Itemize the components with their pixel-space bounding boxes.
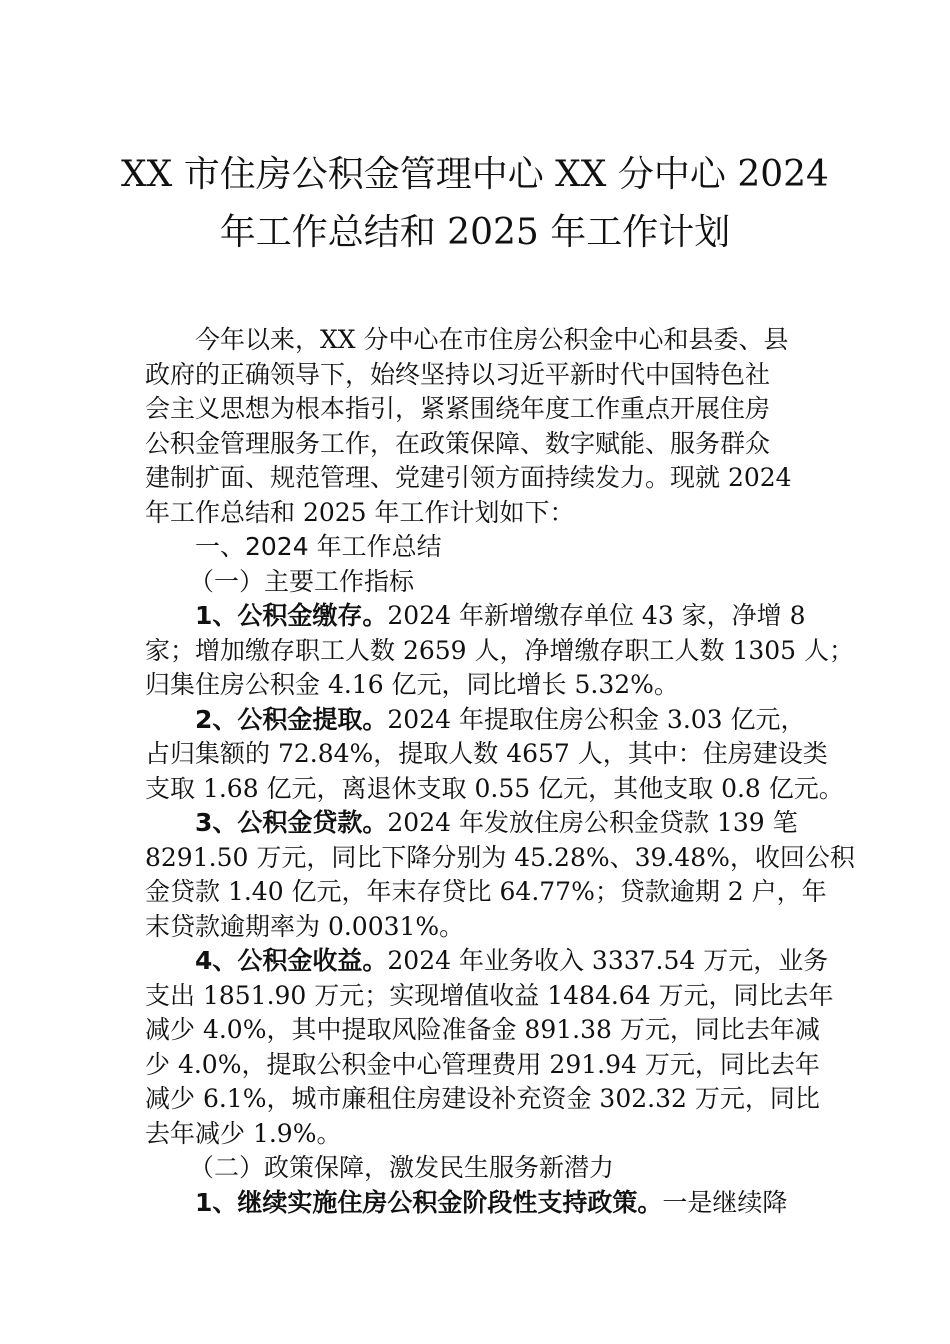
document-title	[120, 146, 830, 262]
item-text: 一是继续降	[662, 1187, 788, 1217]
text-line	[145, 1186, 809, 1221]
item-label: 1、继续实施住房公积金阶段性支持政策。	[195, 1187, 663, 1217]
section-heading-text: 一、2024 年工作总结	[195, 532, 442, 561]
item-label: 2、公积金提取。	[195, 704, 388, 734]
text-line: 会主义思想为根本指引，紧紧围绕年度工作重点开展住房	[145, 394, 771, 423]
text-line	[145, 703, 809, 738]
text-line: 家；增加缴存职工人数 2659 人，净增缴存职工人数 1305 人；	[145, 635, 855, 665]
text-line: 建制扩面、规范管理、党建引领方面持续发力。现就 2024	[145, 463, 792, 492]
text-line: 公积金管理服务工作，在政策保障、数字赋能、服务群众	[145, 428, 771, 458]
text-line: 8291.50 万元，同比下降分别为 45.28%、39.48%，收回公积	[145, 842, 855, 872]
text-line: 金贷款 1.40 亿元，年末存贷比 64.77%；贷款逾期 2 户，年	[145, 877, 827, 906]
subsection-heading-text: （一）主要工作指标	[189, 566, 415, 596]
item-paragraph-deposit	[145, 599, 855, 703]
item-label: 4、公积金收益。	[195, 946, 388, 975]
item-label: 3、公积金贷款。	[195, 808, 388, 837]
subsection-heading-text: （二）政策保障，激发民生服务新潜力	[189, 1153, 615, 1182]
text-line: 支出 1851.90 万元；实现增值收益 1484.64 万元，同比去年	[145, 980, 834, 1010]
text-line: 末贷款逾期率为 0.0031%。	[145, 911, 465, 941]
text-line	[145, 599, 809, 634]
item-paragraph-withdrawal	[145, 703, 844, 807]
document-body	[145, 323, 855, 1220]
subsection-heading-2	[145, 1151, 809, 1186]
text-line	[145, 806, 809, 841]
text-line	[145, 944, 829, 979]
item-text: 2024 年发放住房公积金贷款 139 笔	[387, 808, 798, 837]
text-line: 减少 6.1%，城市廉租住房建设补充资金 302.32 万元，同比	[145, 1084, 820, 1113]
title-line-1: XX 市住房公积金管理中心 XX 分中心 2024	[121, 154, 829, 195]
text-line: 占归集额的 72.84%，提取人数 4657 人，其中：住房建设类	[145, 739, 828, 768]
intro-paragraph	[145, 323, 809, 530]
text-line: 年工作总结和 2025 年工作计划如下：	[145, 497, 575, 527]
section-heading-1	[145, 530, 809, 565]
item-paragraph-income	[145, 944, 834, 1151]
item-paragraph-policy	[145, 1186, 809, 1221]
text-line: 去年减少 1.9%。	[145, 1118, 342, 1148]
text-line: 支取 1.68 亿元，离退休支取 0.55 亿元，其他支取 0.8 亿元。	[145, 773, 844, 803]
text-line: 今年以来，XX 分中心在市住房公积金中心和县委、县	[195, 325, 789, 354]
item-text: 2024 年提取住房公积金 3.03 亿元，	[387, 704, 806, 734]
item-paragraph-loan	[145, 806, 855, 944]
text-line: 少 4.0%，提取公积金中心管理费用 291.94 万元，同比去年	[145, 1049, 820, 1079]
text-line: 减少 4.0%，其中提取风险准备金 891.38 万元，同比去年减	[145, 1015, 820, 1044]
subsection-heading-1	[145, 565, 809, 600]
item-label: 1、公积金缴存。	[195, 601, 388, 630]
title-line-2: 年工作总结和 2025 年工作计划	[219, 212, 731, 253]
text-line: 归集住房公积金 4.16 亿元，同比增长 5.32%。	[145, 670, 679, 699]
item-text: 2024 年新增缴存单位 43 家，净增 8	[387, 601, 806, 630]
item-text: 2024 年业务收入 3337.54 万元，业务	[387, 946, 829, 975]
text-line: 政府的正确领导下，始终坚持以习近平新时代中国特色社	[145, 359, 771, 389]
